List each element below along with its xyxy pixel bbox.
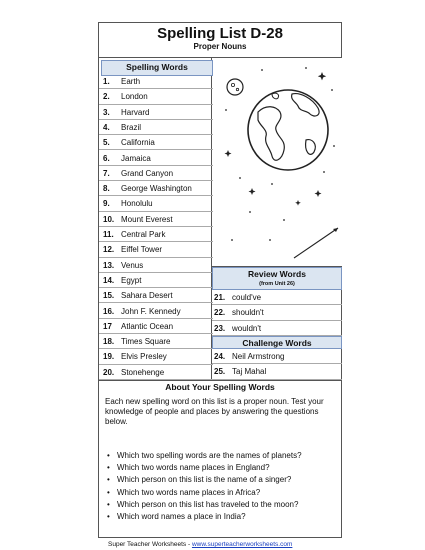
- item-word: Sahara Desert: [121, 291, 173, 301]
- footer-link[interactable]: www.superteacherworksheets.com: [191, 541, 293, 548]
- question-item: • Which word names a place in India?: [117, 512, 246, 522]
- earth-and-moon-icon: [214, 60, 342, 269]
- list-item: [99, 151, 213, 166]
- item-word: Egypt: [121, 275, 142, 285]
- question-item: • Which two words name places in England?: [117, 463, 270, 473]
- question-item: • Which two spelling words are the names of planets?: [117, 451, 302, 461]
- item-word: Taj Mahal: [232, 367, 267, 377]
- item-number: 19.: [103, 352, 115, 362]
- review-words-header: [212, 267, 342, 290]
- list-item: [212, 349, 342, 364]
- spelling-words-list: [98, 58, 212, 380]
- list-item: [99, 196, 213, 211]
- item-word: Atlantic Ocean: [121, 321, 174, 331]
- list-item: [99, 334, 213, 349]
- item-number: 14.: [103, 275, 115, 285]
- item-number: 3.: [103, 107, 110, 117]
- item-word: Central Park: [121, 230, 166, 239]
- review-words-title: Review Words: [248, 269, 306, 279]
- list-item: [99, 135, 213, 150]
- item-word: wouldn't: [232, 323, 262, 333]
- list-item: [99, 242, 213, 257]
- list-item: [99, 304, 213, 319]
- item-word: Neil Armstrong: [232, 352, 285, 361]
- item-number: 23.: [214, 323, 226, 333]
- item-number: 12.: [103, 245, 115, 255]
- list-item: [212, 321, 342, 336]
- list-item: [99, 288, 213, 303]
- list-item: [99, 105, 213, 120]
- list-item: [99, 273, 213, 288]
- review-words-box: [212, 266, 342, 380]
- item-word: Earth: [121, 77, 141, 86]
- item-number: 16.: [103, 306, 115, 316]
- item-word: John F. Kennedy: [121, 306, 181, 316]
- item-word: London: [121, 92, 148, 102]
- item-number: 18.: [103, 337, 115, 347]
- review-words-subtitle: (from Unit 26): [259, 281, 295, 287]
- item-number: 5.: [103, 138, 110, 148]
- item-word: Elvis Presley: [121, 352, 167, 362]
- item-number: 1.: [103, 77, 110, 86]
- item-word: Jamaica: [121, 153, 151, 163]
- item-word: Eiffel Tower: [121, 245, 163, 255]
- list-item: [99, 258, 213, 273]
- list-item: [212, 305, 342, 320]
- item-number: 2.: [103, 92, 110, 102]
- page-title: Spelling List D-28: [157, 25, 283, 42]
- item-number: 6.: [103, 153, 110, 163]
- item-number: 9.: [103, 199, 110, 209]
- item-word: shouldn't: [232, 308, 264, 318]
- item-number: 24.: [214, 352, 226, 361]
- list-item: [212, 290, 342, 305]
- list-item: [99, 89, 213, 104]
- item-number: 22.: [214, 308, 226, 318]
- footer-text: Super Teacher Worksheets -: [108, 541, 192, 548]
- list-item: [99, 319, 213, 334]
- item-word: Times Square: [121, 337, 171, 347]
- title-box: [98, 22, 342, 58]
- item-number: 21.: [214, 293, 226, 302]
- spelling-words-header: Spelling Words: [101, 60, 213, 76]
- list-item: [99, 349, 213, 364]
- about-section: [98, 380, 342, 538]
- challenge-words-header: Challenge Words: [212, 336, 342, 349]
- item-number: 20.: [103, 367, 115, 377]
- question-item: • Which two words name places in Africa?: [117, 488, 260, 498]
- item-number: 4.: [103, 122, 110, 132]
- item-number: 17: [103, 321, 112, 331]
- question-item: • Which person on this list has traveled to the moon?: [117, 500, 298, 510]
- item-number: 15.: [103, 291, 115, 301]
- about-header: About Your Spelling Words: [165, 382, 275, 392]
- item-word: Venus: [121, 260, 144, 270]
- item-number: 25.: [214, 367, 226, 377]
- list-item: [99, 74, 213, 89]
- item-word: Honolulu: [121, 199, 153, 209]
- about-paragraph: Each new spelling word on this list is a proper noun. Test your knowledge of people and places by answering the questions below.: [105, 397, 324, 426]
- footer: [108, 541, 292, 549]
- item-word: California: [121, 138, 155, 148]
- item-word: Brazil: [121, 122, 142, 132]
- item-number: 11.: [103, 230, 114, 239]
- list-item: [99, 181, 213, 196]
- page-subtitle: Proper Nouns: [193, 42, 247, 51]
- item-number: 10.: [103, 214, 115, 224]
- item-word: could've: [232, 293, 262, 302]
- item-number: 7.: [103, 168, 110, 178]
- item-number: 13.: [103, 260, 115, 270]
- item-word: Stonehenge: [121, 367, 165, 377]
- list-item: [99, 227, 213, 242]
- item-word: Harvard: [121, 107, 150, 117]
- list-item: [99, 166, 213, 181]
- list-item: [99, 212, 213, 227]
- question-item: • Which person on this list is the name of a singer?: [117, 475, 291, 485]
- item-word: George Washington: [121, 184, 192, 194]
- item-number: 8.: [103, 184, 110, 194]
- item-word: Grand Canyon: [121, 168, 174, 178]
- list-item: [99, 120, 213, 135]
- list-item: [212, 364, 342, 379]
- item-word: Mount Everest: [121, 214, 173, 224]
- list-item: [99, 365, 213, 380]
